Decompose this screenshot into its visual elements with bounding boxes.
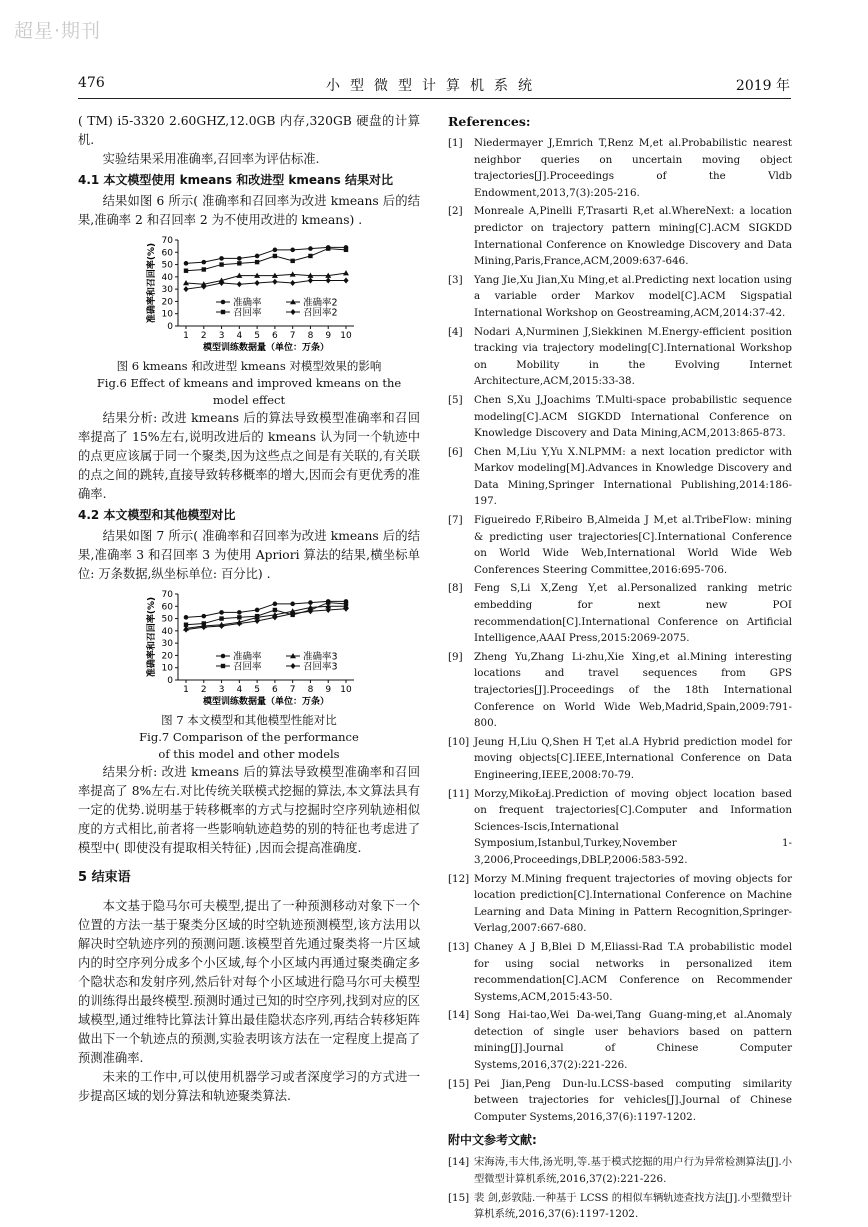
- x-tick-label: 7: [289, 331, 296, 341]
- data-point: [308, 246, 313, 251]
- x-tick-label: 10: [340, 685, 352, 695]
- reference-item: [448, 1154, 792, 1187]
- legend-label: 准确率2: [303, 297, 338, 309]
- reference-number: [7]: [448, 514, 463, 527]
- section-heading-4-2: 4.2 本文模型和其他模型对比: [78, 508, 236, 522]
- reference-number: [4]: [448, 325, 463, 338]
- page-number: 476: [78, 75, 105, 91]
- data-point: [237, 256, 242, 261]
- reference-number: [11]: [448, 787, 470, 800]
- data-point: [255, 280, 260, 286]
- reference-item: [448, 324, 792, 390]
- y-tick-label: 0: [167, 322, 173, 332]
- x-tick-label: 7: [289, 685, 296, 695]
- figure-6-caption-en: Fig.6 Effect of kmeans and improved kmeans on the model effect: [96, 376, 402, 407]
- reference-item: [448, 871, 792, 937]
- data-point: [201, 260, 206, 265]
- x-tick-label: 5: [254, 331, 260, 341]
- x-tick-label: 6: [272, 685, 278, 695]
- journal-title: 小型微型计算机系统: [326, 78, 542, 94]
- paragraph: 结果如图 6 所示( 准确率和召回率为改进 kmeans 后的结果,准确率 2 和召回率 2 为不使用改进的 kmeans) .: [78, 194, 420, 227]
- y-tick-label: 40: [161, 272, 173, 283]
- data-point: [221, 654, 226, 659]
- x-tick-label: 3: [218, 685, 225, 695]
- data-point: [343, 270, 349, 275]
- journal-year: 2019 年: [735, 78, 790, 94]
- y-tick-label: 10: [161, 309, 173, 320]
- x-tick-label: 3: [218, 331, 225, 341]
- data-point: [201, 614, 206, 619]
- y-tick-label: 70: [161, 590, 173, 600]
- legend-label: 召回率: [233, 661, 262, 673]
- data-point: [344, 248, 348, 252]
- data-point: [273, 248, 278, 253]
- data-point: [308, 254, 312, 258]
- data-point: [272, 279, 277, 285]
- reference-text: Chen M,Liu Y,Yu X.NLPMM: a next location predictor with Markov modeling[M].Advances in Knowledge Discovery and Data Mining,Springer International Publishing,2014:186-197.: [474, 445, 792, 508]
- y-tick-label: 20: [161, 297, 173, 308]
- left-column: [78, 112, 420, 1106]
- reference-number: [13]: [448, 940, 470, 953]
- data-point: [219, 616, 223, 620]
- y-tick-label: 60: [161, 602, 173, 613]
- series-line: [186, 601, 346, 617]
- data-point: [237, 281, 242, 287]
- y-tick-label: 30: [161, 285, 173, 296]
- x-tick-label: 2: [200, 331, 207, 341]
- legend-label: 召回率2: [303, 307, 338, 319]
- reference-number: [15]: [448, 1077, 470, 1090]
- legend-label: 召回率: [233, 307, 262, 319]
- reference-item: [448, 512, 792, 578]
- reference-number: [2]: [448, 205, 463, 218]
- reference-item: [448, 444, 792, 510]
- data-point: [184, 615, 189, 620]
- x-tick-label: 9: [325, 331, 332, 341]
- right-column: [448, 112, 792, 1225]
- reference-item: [448, 135, 792, 201]
- reference-text: 宋海涛,韦大伟,汤光明,等.基于模式挖掘的用户行为异常检测算法[J].小型微型计算机系统,2016,37(2):221-226.: [474, 1156, 792, 1186]
- y-tick-label: 60: [161, 248, 173, 259]
- section-heading-4-1: 4.1 本文模型使用 kmeans 和改进型 kmeans 结果对比: [78, 173, 393, 187]
- data-point: [219, 623, 224, 629]
- reference-number: [5]: [448, 393, 463, 406]
- reference-text: Chen S,Xu J,Joachims T.Multi-space probabilistic sequence modeling[C].ACM SIGKDD International Conference on Knowledge Discovery and Data Mining,ACM,2013:865-873.: [474, 393, 792, 440]
- references-heading: References:: [448, 114, 531, 129]
- reference-text: Yang Jie,Xu Jian,Xu Ming,et al.Predicting next location using a variable order Markov model[C].ACM Sigspatial International Workshop on Geostreaming,ACM,2014:37-42.: [474, 273, 792, 319]
- reference-item: [448, 734, 792, 784]
- data-point: [237, 261, 241, 265]
- data-point: [290, 248, 295, 253]
- reference-text: Zheng Yu,Zhang Li-zhu,Xie Xing,et al.Mining interesting locations and travel sequences from GPS trajectories[J].Proceedings of the 18th International Conference on World Wide Web,Madrid,Spain,2009:791-800.: [474, 650, 792, 730]
- data-point: [290, 663, 295, 669]
- watermark-logo: 超星·期刊: [14, 20, 102, 42]
- data-point: [273, 602, 278, 607]
- reference-item: [448, 1076, 792, 1126]
- reference-item: [448, 272, 792, 322]
- data-point: [219, 256, 224, 261]
- data-point: [255, 608, 260, 613]
- data-point: [183, 286, 188, 292]
- x-tick-label: 8: [307, 685, 314, 695]
- reference-text: 裴 剑,彭敦陆.一种基于 LCSS 的相似车辆轨迹查找方法[J].小型微型计算机系统,2016,37(6):1197-1202.: [474, 1191, 792, 1221]
- reference-text: Chaney A J B,Blei D M,Eliassi-Rad T.A probabilistic model for using social networks in personalized item recommendation[C].ACM Conference on Recommender Systems,ACM,2015:43-50.: [474, 940, 792, 1003]
- paragraph: 结果如图 7 所示( 准确率和召回率为改进 kmeans 后的结果,准确率 3 和召回率 3 为使用 Apriori 算法的结果,横坐标单位: 万条数据,纵坐标单位: 百分比) .: [78, 529, 420, 581]
- reference-text: Nodari A,Nurminen J,Siekkinen M.Energy-efficient position tracking via trajectory modeling[C].International Workshop on Mobility in the Evolving Internet Architecture,ACM,2015:33-38.: [474, 325, 792, 388]
- paragraph: 结果分析: 改进 kmeans 后的算法导致模型准确率和召回率提高了 15%左右,说明改进后的 kmeans 认为同一个轨迹中的点更应该属于同一个聚类,因为这些点之间是有关联的,有关联的点之间的跳转,直接导致转移概率的增大,因而会有更优秀的准确率.: [78, 411, 420, 501]
- reference-text: Feng S,Li X,Zeng Y,et al.Personalized ranking metric embedding for next new POI recommendation[C].International Conference on Artificial Intelligence,AAAI Press,2015:2069-2075.: [474, 582, 792, 645]
- y-tick-label: 0: [167, 676, 173, 686]
- reference-text: Pei Jian,Peng Dun-lu.LCSS-based computing similarity between trajectories for vehicles[J].Journal of Chinese Computer Systems,2016,37(6):1197-1202.: [474, 1077, 792, 1123]
- data-point: [308, 600, 313, 605]
- data-point: [221, 300, 226, 305]
- data-point: [184, 269, 188, 273]
- reference-number: [9]: [448, 650, 463, 663]
- data-point: [308, 278, 313, 284]
- reference-number: [10]: [448, 735, 470, 748]
- paragraph: 未来的工作中,可以使用机器学习或者深度学习的方式进一步提高区域的划分算法和轨迹聚类算法.: [78, 1070, 420, 1103]
- y-tick-label: 10: [161, 663, 173, 674]
- header-rule: [78, 98, 791, 99]
- reference-list-cn: [448, 1154, 792, 1222]
- x-axis-label: 模型训练数据量（单位：万条）: [202, 343, 330, 353]
- paragraph: 结果分析: 改进 kmeans 后的算法导致模型准确率和召回率提高了 8%左右.对比传统关联模式挖掘的算法,本文算法具有一定的优势.说明基于转移概率的方式与挖掘时空序列轨迹相似度的方式相比,前者将一些影响轨迹趋势的别的特征也考虑进了模型中( 即使没有提取相关特征) ,因而会提高准确度.: [78, 765, 420, 855]
- x-tick-label: 9: [325, 685, 332, 695]
- figure-7-caption-en-line1: Fig.7 Comparison of the performance: [139, 730, 359, 744]
- series-line: [186, 606, 346, 628]
- paragraph: ( TM) i5-3320 2.60GHZ,12.0GB 内存,320GB 硬盘的计算机.: [78, 114, 420, 147]
- data-point: [290, 280, 295, 286]
- legend-label: 召回率3: [303, 661, 338, 673]
- y-axis-label: 准确率和召回率(%): [147, 596, 157, 678]
- reference-item: [448, 392, 792, 442]
- data-point: [255, 254, 260, 259]
- data-point: [326, 278, 331, 284]
- y-tick-label: 50: [161, 260, 173, 271]
- series-line: [186, 249, 346, 271]
- figure-7-caption-en-line2: of this model and other models: [158, 747, 340, 761]
- reference-number: [6]: [448, 445, 463, 458]
- figure-7-caption-cn: 图 7 本文模型和其他模型性能对比: [161, 713, 337, 727]
- reference-item: [448, 203, 792, 269]
- y-axis-label: 准确率和召回率(%): [147, 242, 157, 324]
- x-tick-label: 8: [307, 331, 314, 341]
- reference-text: Morzy M.Mining frequent trajectories of moving objects for location prediction[C].International Conference on Machine Learning and Data Mining in Pattern Recognition,Springer-Verlag,2007:667-680.: [474, 872, 792, 935]
- x-tick-label: 2: [200, 685, 207, 695]
- y-tick-label: 40: [161, 626, 173, 637]
- paragraph: 实验结果采用准确率,召回率为评估标准.: [102, 152, 320, 166]
- paragraph: 本文基于隐马尔可夫模型,提出了一种预测移动对象下一个位置的方法一基于聚类分区域的时空轨迹预测模型,该方法用以解决时空轨迹序列的预测问题.该模型首先通过聚类将一片区域内的时空序列分成多个小区域,每个小区域内再通过聚类确定多个隐状态和发射序列,然后针对每个小区域进行隐马尔可夫模型的训练得出最终模型.预测时通过已知的时空序列,找到对应的区域模型,通过维特比算法计算出最佳隐状态序列,再结合转移矩阵做出下一个轨迹点的预测,实验表明该方法在一定程度上提高了预测准确率.: [78, 899, 420, 1065]
- reference-item: [448, 786, 792, 869]
- data-point: [183, 627, 188, 633]
- x-tick-label: 10: [340, 331, 352, 341]
- data-point: [183, 280, 189, 285]
- reference-item: [448, 580, 792, 646]
- data-point: [326, 246, 330, 250]
- y-tick-label: 20: [161, 651, 173, 662]
- reference-number: [14]: [448, 1156, 470, 1169]
- data-point: [184, 261, 189, 266]
- references-cn-heading: 附中文参考文献:: [448, 1133, 537, 1148]
- reference-number: [8]: [448, 582, 463, 595]
- reference-number: [14]: [448, 1009, 470, 1022]
- reference-text: Niedermayer J,Emrich T,Renz M,et al.Probabilistic nearest neighbor queries on uncertain moving object trajectories[J].Proceedings of the Vldb Endowment,2013,7(3):205-216.: [474, 137, 792, 199]
- data-point: [219, 262, 223, 266]
- data-point: [255, 260, 259, 264]
- x-tick-label: 6: [272, 331, 278, 341]
- data-point: [237, 610, 242, 615]
- legend-label: 准确率: [233, 297, 262, 309]
- data-point: [273, 254, 277, 258]
- x-tick-label: 4: [236, 685, 243, 695]
- reference-item: [448, 1190, 792, 1223]
- y-tick-label: 30: [161, 639, 173, 650]
- figure-6-caption-cn: 图 6 kmeans 和改进型 kmeans 对模型效果的影响: [116, 359, 382, 373]
- data-point: [221, 664, 225, 668]
- reference-text: Jeung H,Liu Q,Shen H T,et al.A Hybrid prediction model for moving objects[C].IEEE,International Conference on Data Engineering,IEEE,2008:70-79.: [474, 735, 792, 781]
- series-line: [186, 281, 346, 290]
- data-point: [221, 310, 225, 314]
- data-point: [202, 267, 206, 271]
- reference-list: [448, 135, 792, 1125]
- y-tick-label: 70: [161, 236, 173, 246]
- reference-item: [448, 1007, 792, 1073]
- section-heading-5: 5 结束语: [78, 870, 131, 885]
- reference-number: [3]: [448, 273, 463, 286]
- data-point: [343, 278, 348, 284]
- legend-label: 准确率: [233, 651, 262, 663]
- y-tick-label: 50: [161, 614, 173, 625]
- reference-number: [15]: [448, 1191, 470, 1204]
- reference-item: [448, 939, 792, 1005]
- x-tick-label: 5: [254, 685, 260, 695]
- data-point: [237, 615, 241, 619]
- x-tick-label: 1: [183, 331, 189, 341]
- reference-number: [12]: [448, 872, 470, 885]
- series-line: [186, 609, 346, 630]
- data-point: [290, 271, 296, 276]
- reference-text: Morzy,MikoŁaj.Prediction of moving object location based on frequent trajectories[C].Computer and Information Sciences-Iscis,International Symposium,Istanbul,Turkey,November 1-3,2006,Proceedings,DBLP,2006:583-592.: [474, 787, 792, 866]
- figure-6-chart: [78, 234, 420, 354]
- reference-text: Monreale A,Pinelli F,Trasarti R,et al.WhereNext: a location predictor on trajectory pattern mining[C].ACM SIGKDD International Conference on Knowledge Discovery and Data Mining,Paris,France,ACM,2009:637-646.: [474, 205, 792, 268]
- data-point: [290, 602, 295, 607]
- reference-text: Figueiredo F,Ribeiro B,Almeida J M,et al.TribeFlow: mining & predicting user trajectories[C].International Conference on World Wide Web,International World Wide Web Conferences Steering Committee,2016:695-706.: [474, 514, 792, 576]
- legend-label: 准确率3: [303, 651, 338, 663]
- series-line: [186, 247, 346, 263]
- data-point: [290, 259, 294, 263]
- x-axis-label: 模型训练数据量（单位：万条）: [202, 697, 330, 707]
- data-point: [290, 309, 295, 315]
- series-line: [186, 603, 346, 625]
- reference-item: [448, 649, 792, 732]
- figure-7-chart: [78, 588, 420, 708]
- data-point: [219, 610, 224, 615]
- x-tick-label: 1: [183, 685, 189, 695]
- reference-number: [1]: [448, 137, 463, 149]
- x-tick-label: 4: [236, 331, 243, 341]
- data-point: [273, 608, 277, 612]
- reference-text: Song Hai-tao,Wei Da-wei,Tang Guang-ming,et al.Anomaly detection of single user behaviors based on pattern mining[J].Journal of Chinese Computer Systems,2016,37(2):221-226.: [474, 1009, 792, 1072]
